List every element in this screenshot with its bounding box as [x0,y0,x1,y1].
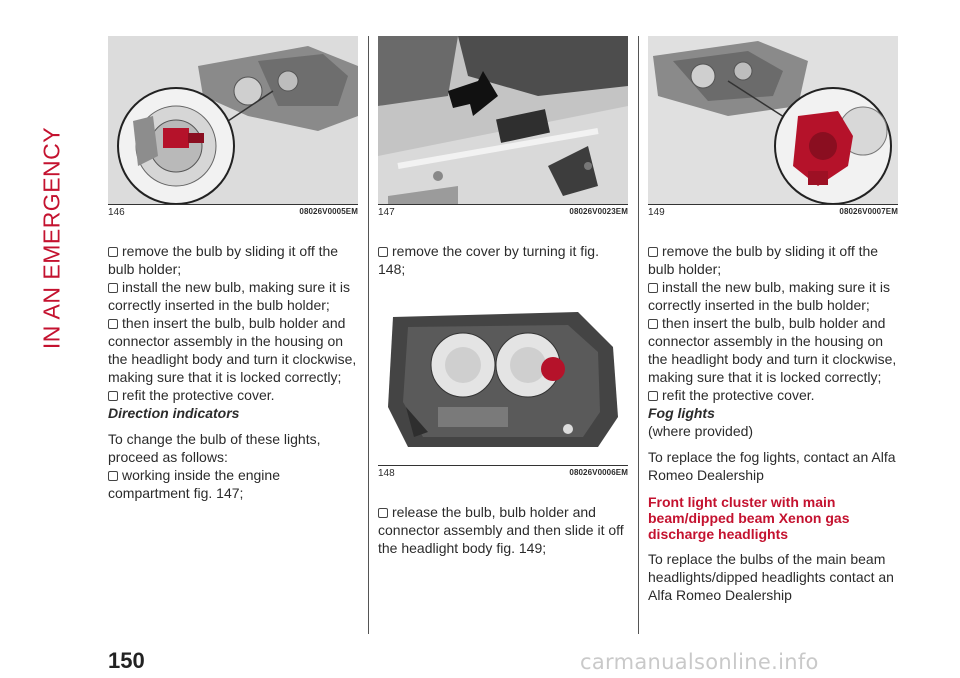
watermark: carmanualsonline.info [580,650,819,674]
checkbox-bullet-icon [648,247,658,257]
checkbox-bullet-icon [648,391,658,401]
figure-149-caption [648,204,898,221]
figure-148-caption [378,465,628,482]
figure-146-caption [108,204,358,221]
checkbox-bullet-icon [108,471,118,481]
checkbox-bullet-icon [378,508,388,518]
figure-number: 148 [378,468,395,479]
col2-text-top [378,242,628,278]
column-divider [638,36,639,634]
paragraph: (where provided) [648,423,754,439]
list-item: remove the cover by turning it fig. 148; [378,243,599,277]
list-item: then insert the bulb, bulb holder and connector assembly in the housing on the headlight body and turn it clockwise, making sure that it is locked correctly; [648,315,897,385]
list-item: release the bulb, bulb holder and connector assembly and then slide it off the headlight body fig. 149; [378,504,624,556]
checkbox-bullet-icon [108,391,118,401]
figure-146-image [108,36,358,204]
list-item: then insert the bulb, bulb holder and connector assembly in the housing on the headlight body and turn it clockwise, making sure that it is locked correctly; [108,315,357,385]
figure-147-image [378,36,628,204]
checkbox-bullet-icon [648,319,658,329]
figure-number: 147 [378,207,395,218]
list-item: working inside the engine compartment fig. 147; [108,467,280,501]
column-3 [648,36,898,604]
column-divider [368,36,369,634]
list-item: install the new bulb, making sure it is correctly inserted in the bulb holder; [648,279,890,313]
col1-text [108,242,358,502]
figure-code: 08026V0006EM [569,468,628,477]
figure-code: 08026V0005EM [299,207,358,216]
figure-code: 08026V0007EM [839,207,898,216]
figure-code: 08026V0023EM [569,207,628,216]
list-item: refit the protective cover. [648,386,898,404]
paragraph: To replace the fog lights, contact an Alfa Romeo Dealership [648,449,896,483]
col3-text [648,242,898,604]
column-1 [108,36,358,502]
list-item: remove the bulb by sliding it off the bulb holder; [108,243,339,277]
figure-147-caption [378,204,628,221]
figure-148-image [378,297,628,465]
section-title: IN AN EMERGENCY [38,126,65,350]
checkbox-bullet-icon [378,247,388,257]
checkbox-bullet-icon [108,319,118,329]
list-item: install the new bulb, making sure it is correctly inserted in the bulb holder; [108,279,350,313]
checkbox-bullet-icon [648,283,658,293]
section-heading: Fog lights [648,405,715,421]
page-number: 150 [108,648,145,673]
figure-149-image [648,36,898,204]
list-item: remove the bulb by sliding it off the bulb holder; [648,243,879,277]
paragraph: To change the bulb of these lights, proceed as follows: [108,431,321,465]
checkbox-bullet-icon [108,283,118,293]
paragraph: To replace the bulbs of the main beam headlights/dipped headlights contact an Alfa Romeo Dealership [648,551,894,603]
checkbox-bullet-icon [108,247,118,257]
figure-number: 149 [648,207,665,218]
figure-number: 146 [108,207,125,218]
section-heading: Front light cluster with main beam/dipped beam Xenon gas discharge headlights [648,494,850,542]
col2-text-bottom [378,503,628,557]
column-2 [378,36,628,557]
section-heading: Direction indicators [108,405,240,421]
list-item: refit the protective cover. [108,386,358,404]
